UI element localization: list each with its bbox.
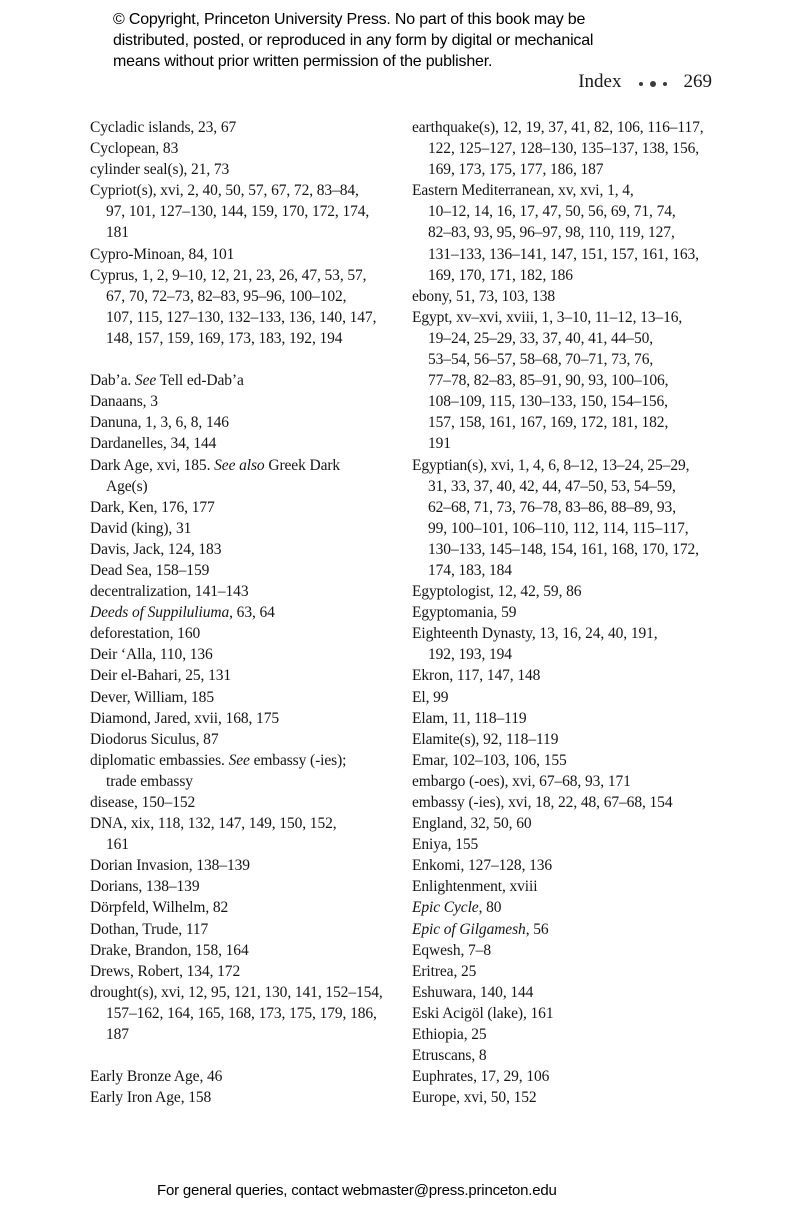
index-line: Cypriot(s), xvi, 2, 40, 50, 57, 67, 72, 83–84, [90,182,359,200]
index-line: Epic of Gilgamesh, 56 [412,920,549,938]
index-line: Danuna, 1, 3, 6, 8, 146 [90,414,229,432]
index-line: Egyptomania, 59 [412,604,517,622]
index-line: 169, 173, 175, 177, 186, 187 [428,161,604,179]
italic-text: See also [214,456,265,474]
copyright-line: means without prior written permission of the publisher. [113,53,493,70]
index-line: 31, 33, 37, 40, 42, 44, 47–50, 53, 54–59, [428,477,676,495]
index-line: Dörpfeld, Wilhelm, 82 [90,899,229,917]
index-line: cylinder seal(s), 21, 73 [90,161,230,179]
index-line: Dab’a. See Tell ed-Dab’a [90,372,244,390]
italic-text: See [134,372,157,390]
index-line: 107, 115, 127–130, 132–133, 136, 140, 147, [106,308,377,326]
index-column-left [90,117,412,1108]
copyright-line: © Copyright, Princeton University Press. No part of this book may be [113,11,586,28]
italic-text: Deeds of Suppiluliuma [90,604,230,622]
index-line: Dead Sea, 158–159 [90,561,210,579]
index-line: Eighteenth Dynasty, 13, 16, 24, 40, 191, [412,625,658,643]
italic-text: See [228,751,250,769]
index-line: 187 [106,1026,129,1044]
running-head [578,71,712,93]
index-line: 148, 157, 159, 169, 173, 183, 192, 194 [106,329,343,347]
index-line: Europe, xvi, 50, 152 [412,1089,537,1107]
three-dots-ornament-icon [639,78,667,87]
index-line: Elam, 11, 118–119 [412,709,527,727]
index-line: 181 [106,224,129,242]
index-line: Ethiopia, 25 [412,1026,487,1044]
index-line: Euphrates, 17, 29, 106 [412,1068,550,1086]
index-line: David (king), 31 [90,519,192,537]
index-line: Deir el-Bahari, 25, 131 [90,667,232,685]
index-line: Eastern Mediterranean, xv, xvi, 1, 4, [412,182,634,200]
index-line: Enkomi, 127–128, 136 [412,857,553,875]
index-line: 53–54, 56–57, 58–68, 70–71, 73, 76, [428,351,654,369]
index-line: Egyptologist, 12, 42, 59, 86 [412,583,582,601]
index-line: Dorians, 138–139 [90,878,200,896]
index-line: embassy (-ies), xvi, 18, 22, 48, 67–68, 154 [412,794,673,811]
copyright-line: distributed, posted, or reproduced in any form by digital or mechanical [113,32,594,49]
index-line: Elamite(s), 92, 118–119 [412,730,559,748]
footer-contact-text: For general queries, contact webmaster@press.princeton.edu [157,1182,557,1199]
copyright-notice [113,9,693,72]
index-line: Eritrea, 25 [412,962,477,980]
index-line: 67, 70, 72–73, 82–83, 95–96, 100–102, [106,287,347,305]
index-line: Drake, Brandon, 158, 164 [90,941,249,959]
index-line: 131–133, 136–141, 147, 151, 157, 161, 163, [428,245,699,263]
index-line: Dark Age, xvi, 185. See also Greek Dark [90,456,341,474]
index-line: Cyclopean, 83 [90,140,179,158]
index-line: Eshuwara, 140, 144 [412,983,534,1001]
index-line: Eski Acigöl (lake), 161 [412,1004,554,1022]
dot-icon [639,82,643,86]
index-blank-line [90,349,412,370]
index-line: Cyprus, 1, 2, 9–10, 12, 21, 23, 26, 47, 53, 57, [90,266,367,284]
index-line: 161 [106,836,129,854]
index-line: diplomatic embassies. See embassy (-ies); [90,751,347,769]
index-line: 157, 158, 161, 167, 169, 172, 181, 182, [428,414,669,432]
index-line: Eqwesh, 7–8 [412,941,491,959]
index-line: DNA, xix, 118, 132, 147, 149, 150, 152, [90,815,337,833]
index-line: El, 99 [412,688,449,706]
index-line: Dardanelles, 34, 144 [90,435,217,453]
index-line: Emar, 102–103, 106, 155 [412,751,567,769]
index-line: Early Bronze Age, 46 [90,1068,223,1086]
index-line: Eniya, 155 [412,836,479,854]
index-line: 174, 183, 184 [428,561,512,579]
index-line: Dorian Invasion, 138–139 [90,857,250,875]
index-line: deforestation, 160 [90,625,201,643]
index-line: decentralization, 141–143 [90,583,249,601]
index-column-right [412,117,734,1108]
index-title: Index [578,71,622,92]
index-line: Davis, Jack, 124, 183 [90,540,222,558]
index-line: 10–12, 14, 16, 17, 47, 50, 56, 69, 71, 74, [428,203,676,221]
index-line: Egypt, xv–xvi, xviii, 1, 3–10, 11–12, 13–16, [412,308,683,326]
index-blank-line [90,1045,412,1066]
index-line: Deir ‘Alla, 110, 136 [90,646,213,664]
index-line: Dark, Ken, 176, 177 [90,498,215,516]
index-line: 82–83, 93, 95, 96–97, 98, 110, 119, 127, [428,224,675,242]
index-line: Dothan, Trude, 117 [90,920,209,938]
index-line: Early Iron Age, 158 [90,1089,212,1107]
dot-icon [663,82,667,86]
index-line: 157–162, 164, 165, 168, 173, 175, 179, 186, [106,1004,377,1022]
index-line: Ekron, 117, 147, 148 [412,667,541,685]
index-line: Deeds of Suppiluliuma, 63, 64 [90,604,275,622]
index-line: drought(s), xvi, 12, 95, 121, 130, 141, 152–154, [90,983,383,1001]
index-line: 130–133, 145–148, 154, 161, 168, 170, 172, [428,540,699,558]
index-line: 169, 170, 171, 182, 186 [428,266,573,284]
index-line: Danaans, 3 [90,393,158,411]
index-line: 97, 101, 127–130, 144, 159, 170, 172, 174, [106,203,370,221]
index-line: 77–78, 82–83, 85–91, 90, 93, 100–106, [428,372,669,390]
index-line: 108–109, 115, 130–133, 150, 154–156, [428,393,668,411]
index-line: ebony, 51, 73, 103, 138 [412,287,556,305]
index-line: disease, 150–152 [90,794,196,811]
index-line: Etruscans, 8 [412,1047,487,1065]
index-line: Age(s) [106,477,148,495]
index-line: 192, 193, 194 [428,646,512,664]
index-line: Dever, William, 185 [90,688,214,706]
index-line: 99, 100–101, 106–110, 112, 114, 115–117, [428,519,689,537]
index-line: Epic Cycle, 80 [412,899,502,917]
italic-text: Epic of Gilgamesh [412,920,526,938]
index-line: 191 [428,435,451,453]
index-line: Diamond, Jared, xvii, 168, 175 [90,709,280,727]
page-number: 269 [683,71,712,92]
footer-contact [157,1182,557,1199]
index-line: earthquake(s), 12, 19, 37, 41, 82, 106, 116–117, [412,119,704,136]
index-line: trade embassy [106,772,193,790]
index-line: Egyptian(s), xvi, 1, 4, 6, 8–12, 13–24, 25–29, [412,456,690,474]
index-line: 19–24, 25–29, 33, 37, 40, 41, 44–50, [428,329,654,347]
index-line: Enlightenment, xviii [412,878,538,896]
index-line: Diodorus Siculus, 87 [90,730,219,748]
index-line: England, 32, 50, 60 [412,815,532,833]
italic-text: Epic Cycle [412,899,479,917]
index-line: embargo (-oes), xvi, 67–68, 93, 171 [412,772,631,790]
index-line: Drews, Robert, 134, 172 [90,962,241,980]
dot-icon [650,81,656,87]
index-line: Cypro-Minoan, 84, 101 [90,245,235,263]
index-line: 62–68, 71, 73, 76–78, 83–86, 88–89, 93, [428,498,676,516]
index-line: 122, 125–127, 128–130, 135–137, 138, 156, [428,140,700,158]
index-line: Cycladic islands, 23, 67 [90,119,237,136]
